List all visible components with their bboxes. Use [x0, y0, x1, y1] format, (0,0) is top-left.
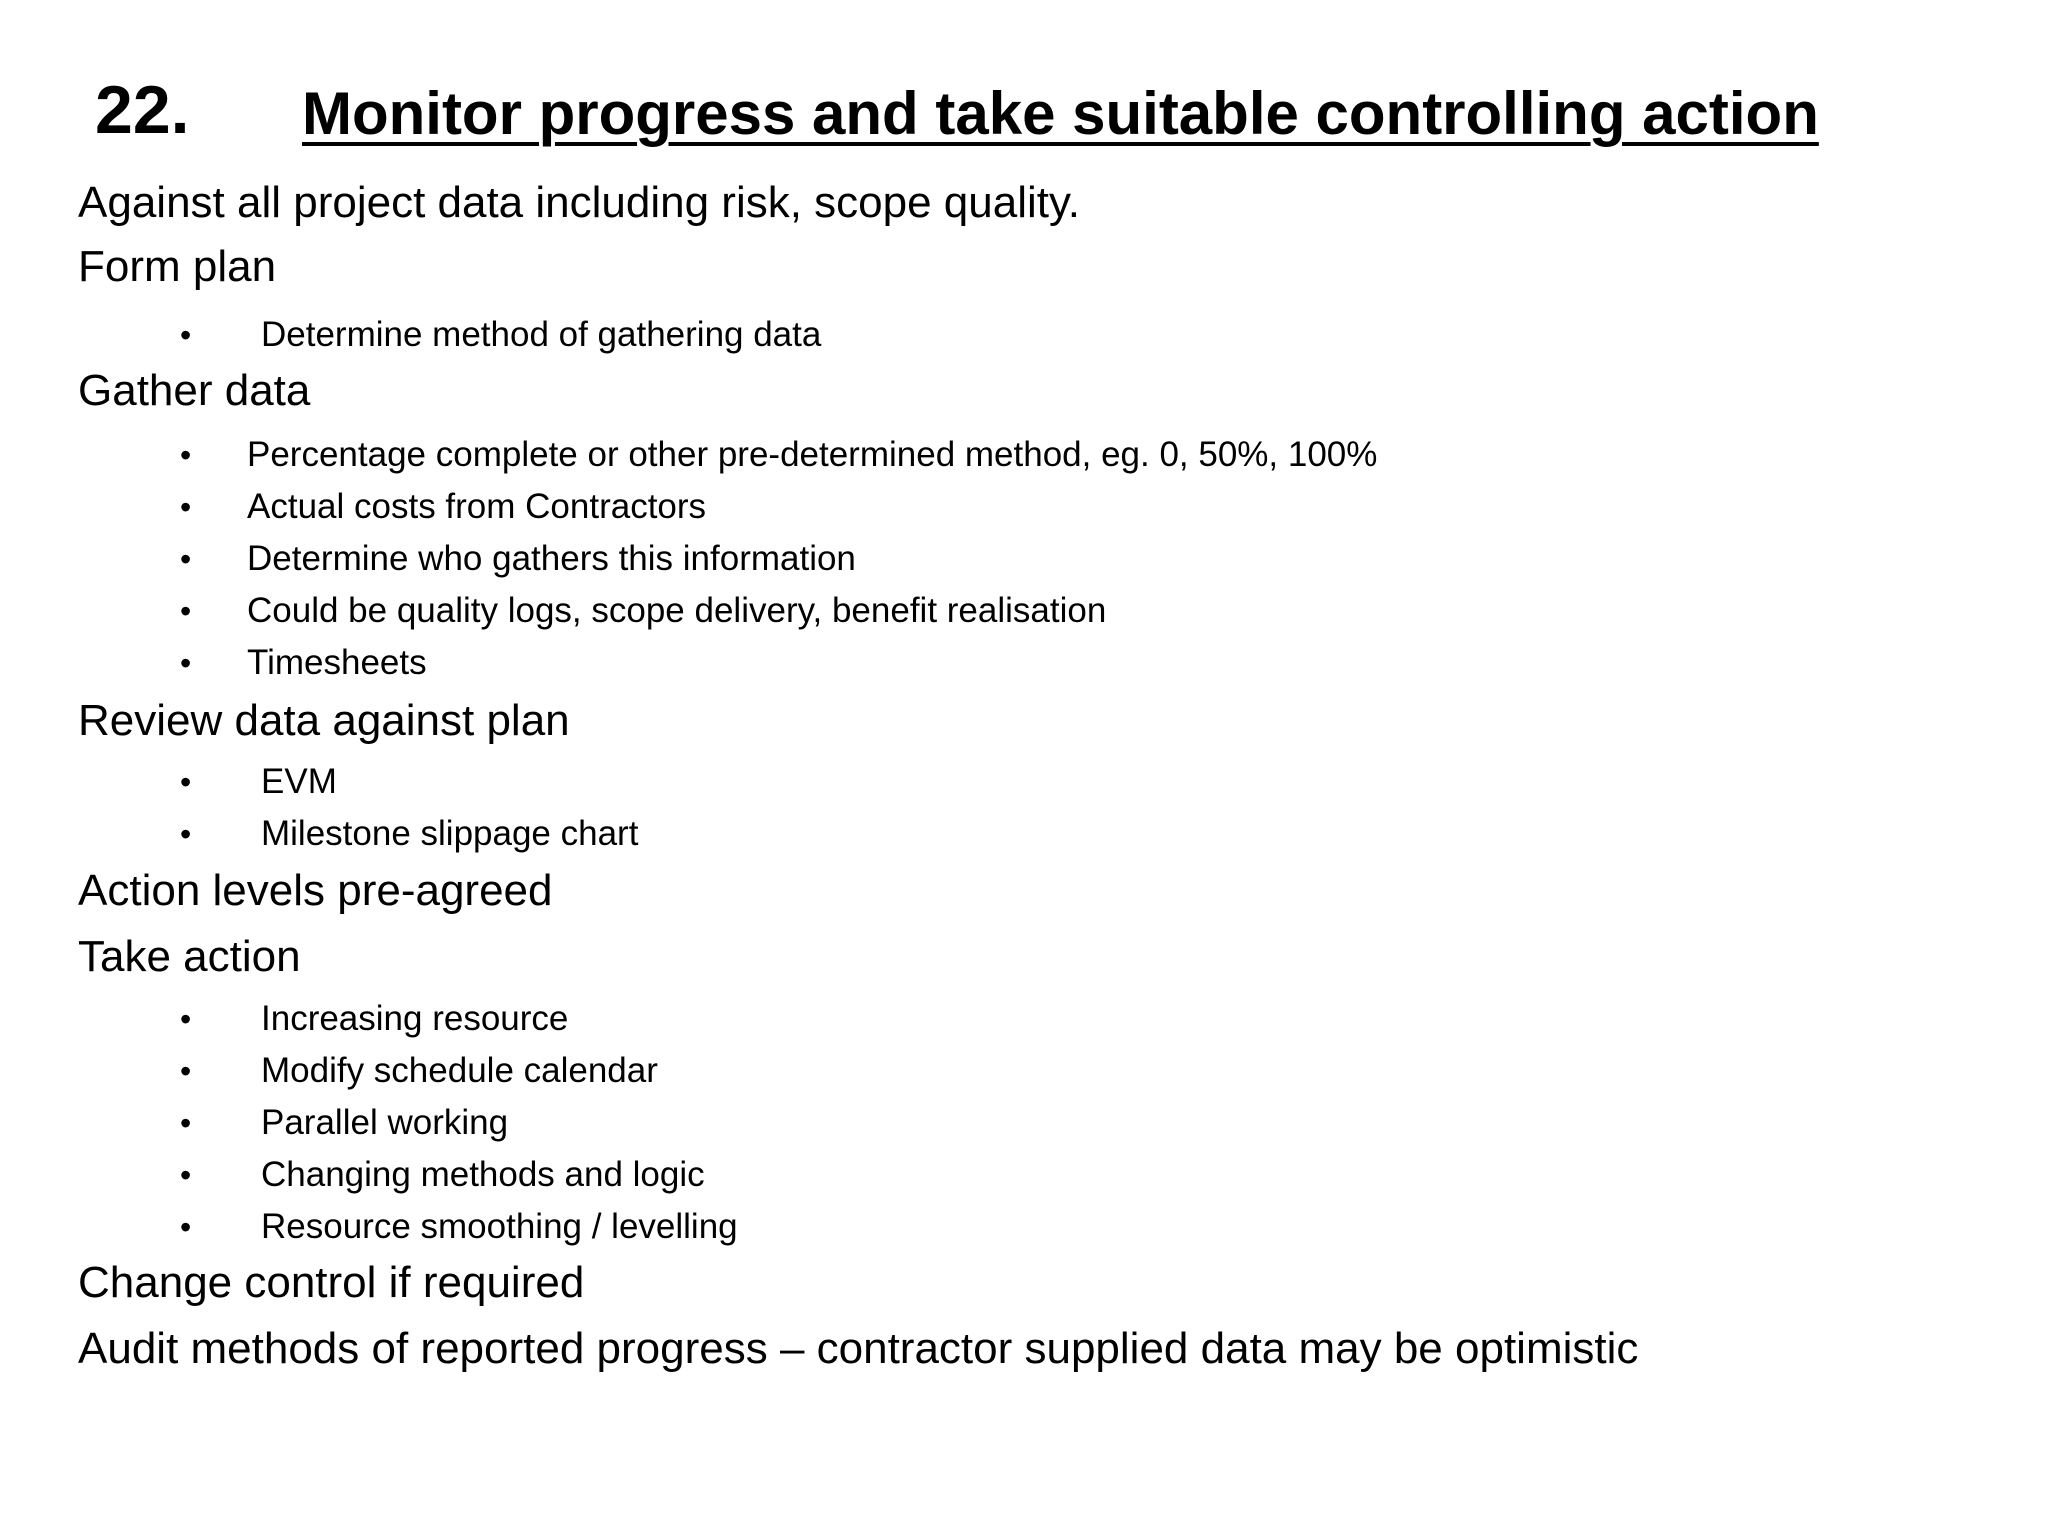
outline-subitem-text: Actual costs from Contractors: [247, 487, 707, 526]
outline-subitem-text: Percentage complete or other pre-determined method, eg. 0, 50%, 100%: [247, 435, 1378, 474]
bullet-icon: •: [180, 593, 192, 629]
outline-item-text: Gather data: [78, 366, 311, 415]
bullet-icon: •: [180, 1053, 192, 1089]
outline-item-text: Audit methods of reported progress – contractor supplied data may be optimistic: [78, 1324, 1639, 1373]
outline-subitem-text: Timesheets: [247, 643, 427, 682]
outline-subitem-text: Determine method of gathering data: [261, 315, 822, 354]
outline-item: [78, 1318, 1638, 1380]
outline-subitem-text: Milestone slippage chart: [261, 814, 639, 853]
outline-subitem-text: Parallel working: [261, 1103, 509, 1142]
outline-item: [78, 360, 310, 422]
outline-item-text: Review data against plan: [78, 696, 570, 745]
bullet-icon: •: [180, 816, 192, 852]
slide-number: 22.: [95, 72, 190, 148]
outline-item: [78, 690, 570, 752]
outline-item-text: Change control if required: [78, 1258, 585, 1307]
slide-title: Monitor progress and take suitable controlling action: [302, 80, 1819, 147]
outline-item: [78, 172, 1080, 234]
bullet-icon: •: [180, 541, 192, 577]
outline-item: [78, 1252, 584, 1314]
bullet-icon: •: [180, 645, 192, 681]
outline-subitem-text: Modify schedule calendar: [261, 1051, 658, 1090]
bullet-icon: •: [180, 489, 192, 525]
bullet-icon: •: [180, 1157, 192, 1193]
outline-item: [78, 860, 552, 922]
outline-subitem-text: EVM: [261, 762, 337, 801]
slide-title-row: [95, 70, 1995, 150]
outline-item: [78, 236, 276, 298]
bullet-icon: •: [180, 764, 192, 800]
bullet-icon: •: [180, 437, 192, 473]
outline-subitem-text: Could be quality logs, scope delivery, benefit realisation: [247, 591, 1107, 630]
outline-subitem-text: Changing methods and logic: [261, 1155, 705, 1194]
outline-subitem-text: Determine who gathers this information: [247, 539, 856, 578]
outline-item-text: Against all project data including risk, scope quality.: [78, 178, 1080, 227]
outline-subitem-text: Increasing resource: [261, 999, 569, 1038]
bullet-icon: •: [180, 317, 192, 353]
outline-subitem-text: Resource smoothing / levelling: [261, 1207, 738, 1246]
outline-item-text: Take action: [78, 932, 301, 981]
bullet-icon: •: [180, 1105, 192, 1141]
bullet-icon: •: [180, 1001, 192, 1037]
outline-item-text: Form plan: [78, 242, 277, 291]
outline-item-text: Action levels pre-agreed: [78, 866, 553, 915]
bullet-icon: •: [180, 1209, 192, 1245]
outline-item: [78, 926, 301, 988]
